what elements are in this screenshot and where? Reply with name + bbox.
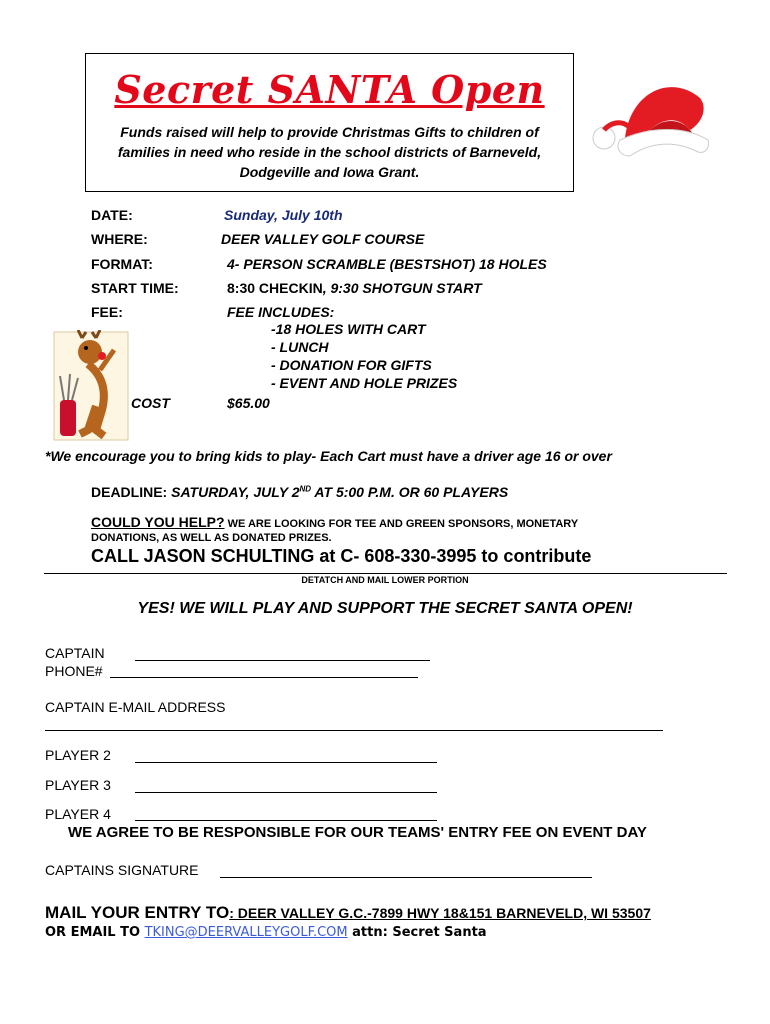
header-subtitle: Funds raised will help to provide Christmas Gifts to children of families in need who reside in the school districts of Barneveld, Dodgeville and Iowa Grant. (117, 124, 542, 180)
where-label: WHERE: (91, 231, 148, 247)
deadline (91, 484, 508, 500)
start-checkin: 8:30 CHECKIN (227, 280, 323, 296)
fee-item: - LUNCH (271, 339, 329, 355)
where-value: DEER VALLEY GOLF COURSE (221, 231, 425, 247)
detach-divider (44, 573, 727, 574)
player2-label: PLAYER 2 (45, 747, 111, 763)
reindeer-golfer-icon (52, 330, 130, 442)
detach-note: DETATCH AND MAIL LOWER PORTION (301, 575, 469, 585)
player4-field[interactable] (135, 804, 437, 821)
phone-label: PHONE# (45, 663, 103, 679)
agreement-text: WE AGREE TO BE RESPONSIBLE FOR OUR TEAMS' ENTRY FEE ON EVENT DAY (68, 824, 647, 841)
mail-address: : DEER VALLEY G.C.-7899 HWY 18&151 BARNEVELD, WI 53507 (229, 905, 651, 921)
kids-note: *We encourage you to bring kids to play- Each Cart must have a driver age 16 or over (45, 448, 612, 464)
fee-item: -18 HOLES WITH CART (271, 321, 426, 337)
form-heading: YES! WE WILL PLAY AND SUPPORT THE SECRET SANTA OPEN! (137, 600, 633, 617)
header-box (85, 53, 574, 192)
signature-label: CAPTAINS SIGNATURE (45, 862, 199, 878)
email-field[interactable] (45, 716, 663, 731)
phone-field[interactable] (110, 662, 418, 678)
fee-item: - EVENT AND HOLE PRIZES (271, 375, 458, 391)
help-heading: COULD YOU HELP? (91, 514, 225, 530)
call-line: CALL JASON SCHULTING at C- 608-330-3995 to contribute (91, 546, 592, 566)
cost-value: $65.00 (227, 395, 270, 411)
captain-field[interactable] (135, 644, 430, 661)
attn-text: attn: Secret Santa (347, 925, 487, 940)
date-label: DATE: (91, 207, 133, 223)
santa-hat-icon (590, 68, 715, 163)
mail-line (45, 903, 651, 923)
email-link[interactable]: TKING@DEERVALLEYGOLF.COM (144, 925, 348, 940)
or-email-label: OR EMAIL TO (45, 925, 145, 940)
help-text: WE ARE LOOKING FOR TEE AND GREEN SPONSORS, MONETARY (224, 518, 579, 530)
fee-item: - DONATION FOR GIFTS (271, 357, 432, 373)
deadline-label: DEADLINE: (91, 484, 168, 500)
captain-label: CAPTAIN (45, 645, 105, 661)
fee-label: FEE: (91, 304, 123, 320)
player2-field[interactable] (135, 746, 437, 763)
signature-field[interactable] (220, 861, 592, 878)
format-label: FORMAT: (91, 256, 153, 272)
date-value: Sunday, July 10th (224, 207, 343, 223)
format-value: 4- PERSON SCRAMBLE (BESTSHOT) 18 HOLES (227, 256, 547, 272)
page-title: Secret SANTA Open (114, 67, 545, 112)
help-line1 (91, 514, 578, 532)
player3-field[interactable] (135, 776, 437, 793)
help-text-line2: DONATIONS, AS WELL AS DONATED PRIZES. (91, 532, 332, 544)
player3-label: PLAYER 3 (45, 777, 111, 793)
start-time-value (227, 280, 482, 296)
cost-label: COST (131, 395, 170, 411)
player4-label: PLAYER 4 (45, 806, 111, 822)
email-label: CAPTAIN E-MAIL ADDRESS (45, 699, 226, 715)
fee-includes: FEE INCLUDES: (227, 304, 335, 320)
start-time-label: START TIME: (91, 280, 179, 296)
start-shotgun: , 9:30 SHOTGUN START (322, 280, 482, 296)
mail-label: MAIL YOUR ENTRY TO (45, 903, 230, 922)
email-line (45, 925, 487, 940)
deadline-value: SATURDAY, JULY 2ND AT 5:00 P.M. OR 60 PLAYERS (171, 484, 509, 500)
